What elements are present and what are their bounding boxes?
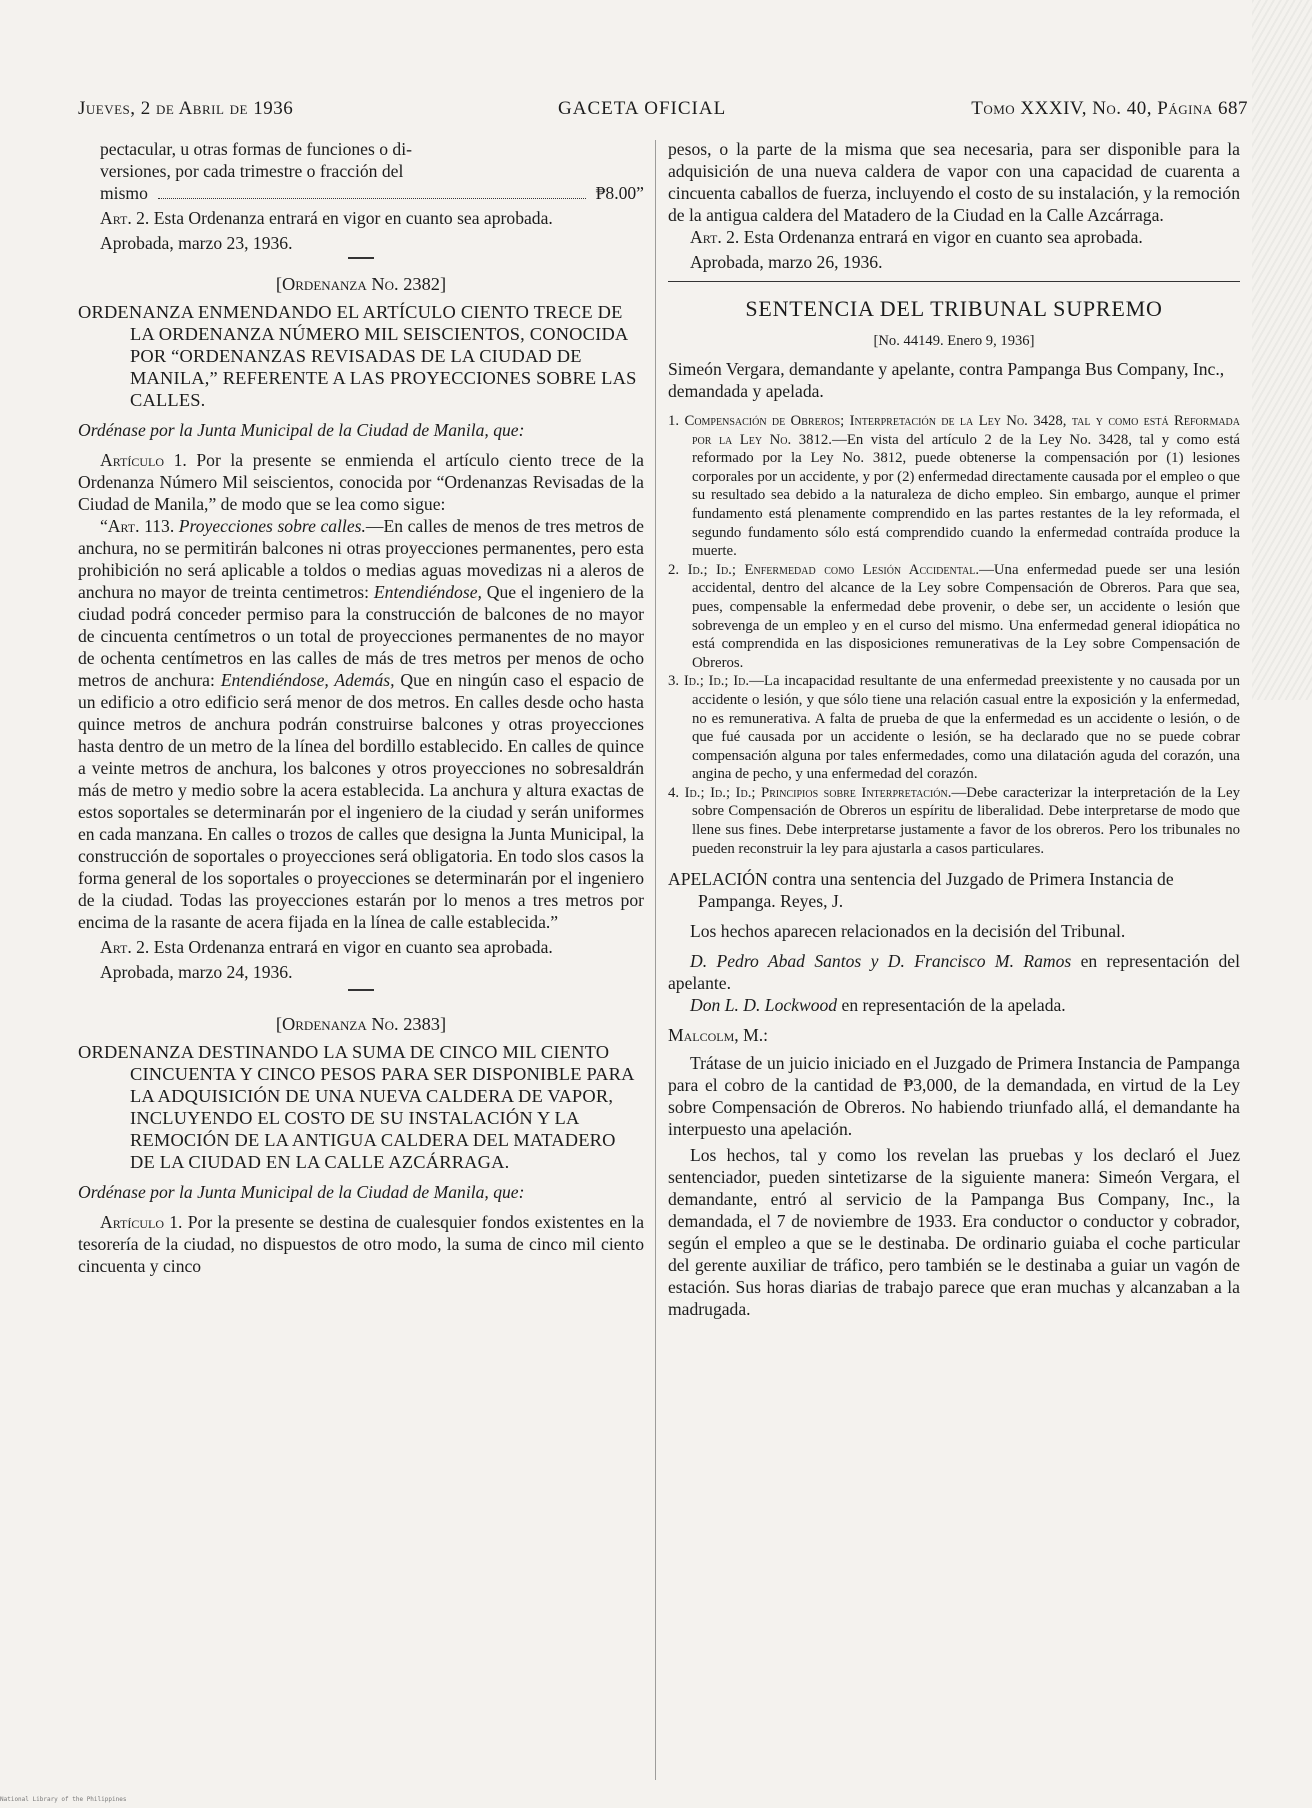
header-date: Jueves, 2 de Abril de 1936 — [78, 98, 294, 119]
continuation-text: pesos, o la parte de la misma que sea necesaria, para ser disponible para la adquisición de una nueva caldera de vapor con una capacidad de cuarenta a cincuenta caballos de fuerza, incluyendo el costo de su instalación, y la remoción de la antigua caldera del Matadero de la Ciudad en la Calle Azcárraga. — [668, 139, 1240, 225]
section-title: SENTENCIA DEL TRIBUNAL SUPREMO — [745, 296, 1163, 321]
syllabus-item — [668, 784, 1240, 858]
apelacion: APELACIÓN contra una sentencia del Juzgado de Primera Instancia de Pampanga. Reyes, J. — [668, 869, 1174, 912]
syllabus — [668, 412, 1240, 858]
counsel-appellant — [668, 950, 1240, 994]
scan-noise — [1252, 0, 1312, 700]
syllabus-text: —Debe caracterizar la interpretación de la Ley sobre Compensación de Obreros un espíritu de liberalidad. Debe interpretarse de modo que llene sus fines. Debe interpretarse justamente a favor de los obreros. Pero los tribunales no pueden reconstruir la ley para ajustarla a casos particulares. — [692, 784, 1241, 857]
dot-leader — [158, 198, 586, 199]
syllabus-text: —En vista del artículo 2 de la Ley No. 3428, tal y como está reformado por la Ley No. 3812, puede obtenerse la compensación por (1) lesiones corporales por un accidente, y por (2) enfermedad directamente causada por el empleo o que su resultado sea debido a la naturaleza de dicho empleo. Sin embargo, aunque el primer fundamento está plenamente comprendido en las partes restantes de la ley reformada, el segundo fundamento sólo está comprendido cuando la enfermedad contraída produce la muerte. — [692, 431, 1240, 560]
article-text: Por la presente se destina de cualesquier fondos existentes en la tesorería de la ciudad, no dispuestos de otro modo, la suma de cinco mil ciento cincuenta y cinco — [78, 1212, 644, 1276]
separator — [348, 257, 374, 259]
left-column — [78, 138, 644, 1277]
syllabus-item — [668, 561, 1240, 673]
ordinance-2383-label: [Ordenanza No. 2383] — [275, 1014, 447, 1034]
article-label: Art. 2. — [100, 208, 150, 228]
syllabus-head: Id.; Id.; Id. — [683, 673, 750, 690]
article-label: Artículo 1. — [100, 450, 187, 470]
article-label: Artículo 1. — [100, 1212, 183, 1232]
syllabus-text: —Una enfermedad puede ser una lesión accidental, dentro del alcance de la Ley sobre Compensación de Obreros. Para que sea, pues, compensable la enfermedad debe provenir, o debe ser, un accidente o lesión que sobrevenga de un empleo y en el curso del mismo. Una enfermedad general idiopática no está comprendida en las disposiciones remunerativas de la Ley sobre Compensación de Obreros. — [692, 561, 1240, 671]
syllabus-number: 1. — [668, 413, 680, 429]
approved-a: Aprobada, marzo 23, 1936. — [100, 233, 293, 253]
article-2-b — [78, 936, 644, 958]
fee-line-1: pectacular, u otras formas de funciones o di- — [100, 139, 412, 159]
approved-c: Aprobada, marzo 26, 1936. — [690, 252, 883, 272]
proviso: Entendiéndose, — [373, 582, 482, 602]
syllabus-number: 2. — [668, 561, 680, 578]
ordinance-2382-title: ORDENANZA ENMENDANDO EL ARTÍCULO CIENTO TRECE DE LA ORDENANZA NÚMERO MIL SEISCIENTOS, CONOCIDA POR “ORDENANZAS REVISADAS DE LA CIUDAD DE MANILA,” REFERENTE A LAS PROYECCIONES SOBRE LAS CALLES. — [78, 302, 637, 410]
syllabus-head: Id.; Id.; Id.; Principios sobre Interpretación. — [684, 784, 952, 801]
case-parties: Simeón Vergara, demandante y apelante, contra Pampanga Bus Company, Inc., demandada y apelada. — [668, 359, 1225, 401]
counsel-appellee — [668, 994, 1240, 1016]
ordenase-a: Ordénase por la Junta Municipal de la Ciudad de Manila, que: — [78, 420, 525, 440]
article-text: Esta Ordenanza entrará en vigor en cuanto sea aprobada. — [153, 208, 553, 228]
column-divider — [655, 140, 656, 1780]
article-text: Esta Ordenanza entrará en vigor en cuanto sea aprobada. — [153, 937, 553, 957]
counsel-names: Don L. D. Lockwood — [690, 995, 838, 1016]
case-reference: [No. 44149. Enero 9, 1936] — [873, 333, 1035, 349]
scan-footer: National Library of the Philippines — [0, 1796, 127, 1803]
hechos: Los hechos aparecen relacionados en la decisión del Tribunal. — [690, 921, 1126, 942]
ordenase-b: Ordénase por la Junta Municipal de la Ciudad de Manila, que: — [78, 1182, 525, 1202]
counsel-text: en representación del apelante. — [668, 951, 1240, 994]
counsel-text: en representación de la apelada. — [841, 995, 1066, 1016]
header-volume: Tomo XXXIV, No. 40, Página 687 — [971, 98, 1248, 119]
fee-item: mismo — [100, 183, 148, 203]
syllabus-item — [668, 412, 1240, 561]
syllabus-text: —La incapacidad resultante de una enfermedad preexistente y no causada por un accidente o lesión, y que sólo tiene una relación casual entre la exposición y la enfermedad, no es remunerativa. A falta de prueba de que la enfermedad es un accidente o lesión, o de que fué causada por un accidente o lesión, se ha declarado que no se puede cobrar compensación alguna por tales enfermedades, como una dilatación aguda del corazón, una angina de pecho, y una enfermedad del corazón. — [692, 673, 1240, 783]
syllabus-number: 3. — [668, 673, 680, 690]
counsel-names: D. Pedro Abad Santos y D. Francisco M. Ramos — [690, 951, 1072, 972]
syllabus-number: 4. — [668, 784, 680, 801]
article-label: Art. 2. — [690, 227, 740, 247]
page-header — [78, 98, 1248, 128]
article-2-c — [668, 226, 1240, 248]
fee-line-3 — [78, 182, 644, 204]
section-rule — [668, 281, 1240, 282]
article-1-a — [78, 449, 644, 515]
article-label: Art. 2. — [100, 937, 150, 957]
fee-line-2: versiones, por cada trimestre o fracción del — [100, 161, 404, 181]
ordinance-2382-label: [Ordenanza No. 2382] — [275, 274, 447, 294]
article-text: Que el ingeniero de la ciudad podrá conceder permiso para la construcción de balcones de no mayor de cincuenta centímetros o un total de proyecciones permanentes de no mayor de ochenta centímetros en las calles de más de tres metros per menos de ocho metros de anchura: — [78, 582, 644, 690]
article-text: Esta Ordenanza entrará en vigor en cuanto sea aprobada. — [743, 227, 1143, 247]
header-title: GACETA OFICIAL — [558, 98, 727, 119]
opinion-paragraph-2: Los hechos, tal y como los revelan las pruebas y los declaró el Juez sentenciador, pueden sintetizarse de la siguiente manera: Simeón Vergara, el demandante, entró al servicio de la Pampanga Bus Company, Inc., la demandada, el 7 de noviembre de 1933. Era conductor o conductor y cobrador, según el empleo a que se le destinaba. De ordinario guiaba el coche particular del gerente auxiliar de tráfico, pero también se le destinaba a guiar un vagón de estación. Sus horas diarias de trabajo parece que eran muchas y alcanzaban a la madrugada. — [668, 1145, 1240, 1320]
proviso: Entendiéndose, Además, — [220, 670, 395, 690]
separator — [348, 989, 374, 991]
syllabus-item — [668, 672, 1240, 784]
ordinance-2383-title: ORDENANZA DESTINANDO LA SUMA DE CINCO MIL CIENTO CINCUENTA Y CINCO PESOS PARA SER DISPONIBLE PARA LA ADQUISICIÓN DE UNA NUEVA CALDERA DE VAPOR, INCLUYENDO EL COSTO DE SU INSTALACIÓN Y LA REMOCIÓN DE LA ANTIGUA CALDERA DEL MATADERO DE LA CIUDAD EN LA CALLE AZCÁRRAGA. — [78, 1042, 634, 1172]
article-2-a — [78, 207, 644, 229]
article-text: Por la presente se enmienda el artículo ciento trece de la Ordenanza Número Mil seiscientos, conocida por “Ordenanzas Revisadas de la Ciudad de Manila,” de modo que se lea como sigue: — [78, 450, 644, 514]
approved-b: Aprobada, marzo 24, 1936. — [100, 962, 293, 982]
syllabus-head: Id.; Id.; Enfermedad como Lesión Accidental. — [687, 561, 980, 578]
fee-amount: ₱8.00” — [595, 183, 644, 203]
article-1-b — [78, 1211, 644, 1277]
article-text: Que en ningún caso el espacio de un edificio a otro edificio será menor de dos metros. En calles desde ocho hasta quince metros de anchura podrán construirse balcones y otras proyecciones hasta dentro de un metro de la línea del bordillo establecido. En calles de quince a veinte metros de anchura, los balcones y otros proyecciones no sobresaldrán más de metro y medio sobre la acera establecida. La anchura y altura exactas de estos soportales se determinarán por el ingeniero de la ciudad y serán uniformes en cada manzana. En calles o trozos de calles que designa la Junta Municipal, la construcción de soportales o proyecciones será obligatoria. En todo slos casos la forma general de los soportales o proyecciones se determinarán por el ingeniero de la ciudad. Todas las proyecciones estarán por lo menos a tres metros por encima de la rasante de acera fijada en la línea de calle establecida.” — [78, 670, 644, 932]
judge-name: Malcolm, M.: — [668, 1025, 769, 1046]
opinion-paragraph-1: Trátase de un juicio iniciado en el Juzgado de Primera Instancia de Pampanga para el cobro de la cantidad de ₱3,000, de la demandada, en virtud de la Ley sobre Compensación de Obreros. No habiendo triunfado allá, el demandante ha interpuesto una apelación. — [668, 1053, 1240, 1140]
syllabus-head: Compensación de Obreros; Interpretación de la Ley No. 3428, tal y como está Reformada por la Ley No. 3812. — [684, 413, 1240, 448]
right-column — [668, 138, 1240, 1320]
article-113 — [78, 515, 644, 933]
article-text: —En calles de menos de tres metros de anchura, no se permitirán balcones ni otras proyecciones permanentes, pero esta prohibición no será aplicable a toldos o medias aguas movedizas ni a aleros de anchura no mayor de treinta centimetros: — [78, 516, 644, 602]
article-label: “Art. 113. — [100, 516, 175, 536]
article-title: Proyecciones sobre calles. — [178, 516, 366, 536]
